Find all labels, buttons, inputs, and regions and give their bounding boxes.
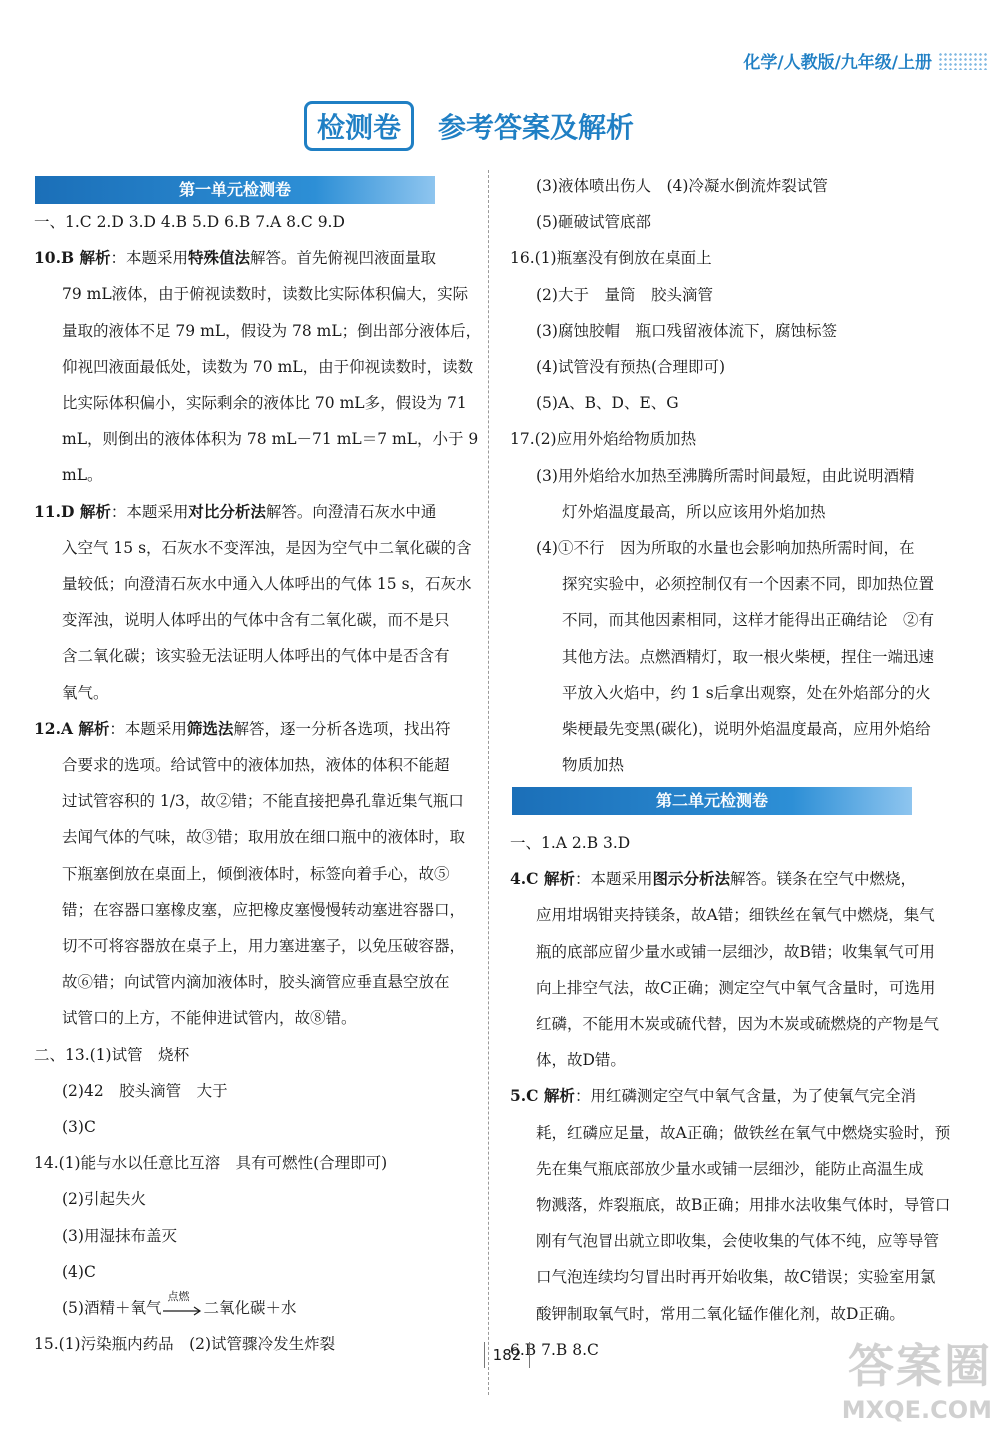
text-line: 量取的液体不足 79 mL，假设为 78 mL；倒出部分液体后， <box>62 321 482 340</box>
reaction-arrow-icon <box>161 1290 203 1319</box>
text-line: (3)C <box>62 1118 96 1136</box>
text-line: 一、1.C 2.D 3.D 4.B 5.D 6.B 7.A 8.C 9.D <box>34 213 345 231</box>
bold-keyword: 解析 <box>543 869 575 889</box>
watermark <box>812 1330 992 1430</box>
text-line: 物溅落，炸裂瓶底，故B正确；用排水法收集气体时，导管口 <box>536 1196 951 1214</box>
text-line: 物质加热 <box>562 756 625 775</box>
text-line: 二、13.(1)试管 烧杯 <box>34 1045 190 1064</box>
text-line <box>34 248 436 268</box>
text-line: 瓶的底部应留少量水或铺一层细沙，故B错；收集氧气可用 <box>536 942 935 961</box>
section-bar-unit1: 第一单元检测卷 <box>35 176 435 204</box>
text-line <box>510 1086 916 1106</box>
bold-keyword: 解析 <box>79 248 111 268</box>
text-line: (3)腐蚀胶帽 瓶口残留液体流下，腐蚀标签 <box>536 321 837 340</box>
equation-line <box>62 1290 297 1319</box>
text-line: (5)砸破试管底部 <box>536 213 651 232</box>
bold-keyword: 特殊值法 <box>188 248 251 268</box>
text-line: 酸钾制取氧气时，常用二氧化锰作催化剂，故D正确。 <box>536 1304 905 1323</box>
text-segment: 解答。镁条在空气中燃烧， <box>729 870 916 889</box>
text-line: 不同，而其他因素相同，这样才能得出正确结论 ②有 <box>562 611 935 630</box>
text-line: 过试管容积的 1/3，故②错；不能直接把鼻孔靠近集气瓶口 <box>62 792 464 811</box>
text-line: 量较低；向澄清石灰水中通入人体呼出的气体 15 s，石灰水 <box>62 575 472 593</box>
text-line: 变浑浊，说明人体呼出的气体中含有二氧化碳，而不是只 <box>62 611 450 630</box>
text-line: 氧气。 <box>62 683 109 702</box>
reaction-condition: 点燃 <box>167 1290 190 1303</box>
equation-suffix: 二氧化碳＋水 <box>203 1299 297 1317</box>
text-line: 刚有气泡冒出就立即收集，会使收集的气体不纯，应等导管 <box>536 1232 940 1251</box>
text-line: 平放入火焰中，约 1 s后拿出观察，处在外焰部分的火 <box>562 683 931 702</box>
text-segment: 12.A <box>34 718 79 738</box>
text-line: (2)引起失火 <box>62 1190 146 1209</box>
text-line: 17.(2)应用外焰给物质加热 <box>510 430 697 449</box>
text-segment: 5.C <box>510 1086 544 1106</box>
text-line: 含二氧化碳；该实验无法证明人体呼出的气体中是否含有 <box>62 647 450 666</box>
text-segment: ：本题采用 <box>109 719 187 738</box>
text-line: 合要求的选项。给试管中的液体加热，液体的体积不能超 <box>62 756 450 774</box>
text-segment: ：本题采用 <box>110 502 189 521</box>
page-number: 182 <box>484 1342 530 1368</box>
text-line: 去闻气体的气味，故③错；取用放在细口瓶中的液体时，取 <box>62 828 466 847</box>
text-line: (3)用外焰给水加热至沸腾所需时间最短，由此说明酒精 <box>536 466 915 485</box>
bold-keyword: 解析 <box>543 1086 575 1106</box>
watermark-logo: 答案圈 <box>848 1339 992 1393</box>
page-title <box>304 100 634 152</box>
text-line: 79 mL液体，由于俯视读数时，读数比实际体积偏大，实际 <box>62 285 469 304</box>
bold-keyword: 筛选法 <box>186 718 234 738</box>
text-line: 灯外焰温度最高，所以应该用外焰加热 <box>562 502 826 521</box>
text-line: 故⑥错；向试管内滴加液体时，胶头滴管应垂直悬空放在 <box>62 973 450 992</box>
text-segment: 解答，逐一分析各选项，找出符 <box>233 719 451 738</box>
text-line: 错；在容器口塞橡皮塞，应把橡皮塞慢慢转动塞进容器口， <box>62 900 466 919</box>
text-line: 口气泡连续均匀冒出时再开始收集，故C错误；实验室用氯 <box>536 1268 936 1287</box>
watermark-url: MXQE.COM <box>841 1396 992 1424</box>
text-line: 柴梗最先变黑(碳化)，说明外焰温度最高，应用外焰给 <box>562 720 931 738</box>
column-divider <box>488 170 489 1395</box>
text-segment: 11.D <box>34 501 80 521</box>
header-tag-text: 化学/人教版/九年级/上册 <box>743 53 932 73</box>
text-line: 其他方法。点燃酒精灯，取一根火柴梗，捏住一端迅速 <box>562 647 935 666</box>
title-sub: 参考答案及解析 <box>438 111 635 144</box>
text-line: mL。 <box>62 466 103 485</box>
text-line: 一、1.A 2.B 3.D <box>510 834 631 852</box>
text-line: 6.B 7.B 8.C <box>510 1340 599 1359</box>
text-line: 先在集气瓶底部放少量水或铺一层细沙，能防止高温生成 <box>536 1159 924 1178</box>
text-line: mL，则倒出的液体体积为 78 mL－71 mL＝7 mL，小于 9 <box>62 430 479 449</box>
text-line <box>34 502 436 522</box>
text-line: 体，故D错。 <box>536 1051 626 1070</box>
text-line: 入空气 15 s，石灰水不变浑浊，是因为空气中二氧化碳的含 <box>62 538 472 557</box>
bold-keyword: 对比分析法 <box>188 501 266 521</box>
text-segment: ：本题采用 <box>110 249 188 268</box>
text-line <box>510 869 916 889</box>
bold-keyword: 图示分析法 <box>652 869 730 889</box>
text-line: (2)大于 量筒 胶头滴管 <box>536 285 713 304</box>
title-box: 检测卷 <box>304 101 414 151</box>
text-line: 应用坩埚钳夹持镁条，故A错；细铁丝在氧气中燃烧，集气 <box>536 906 935 925</box>
text-line: 下瓶塞倒放在桌面上，倾倒液体时，标签向着手心，故⑤ <box>62 864 450 883</box>
text-line: (3)用湿抹布盖灭 <box>62 1226 177 1245</box>
text-segment: ：本题采用 <box>574 870 653 889</box>
header-tag <box>743 48 988 73</box>
text-line: 比实际体积偏小，实际剩余的液体比 70 mL多，假设为 71 <box>62 394 467 412</box>
text-line <box>34 719 450 739</box>
text-line: 16.(1)瓶塞没有倒放在桌面上 <box>510 249 712 268</box>
section-bar-unit2: 第二单元检测卷 <box>512 787 912 815</box>
text-line: (4)①不行 因为所取的水量也会影响加热所需时间，在 <box>536 539 915 557</box>
text-segment: 解答。向澄清石灰水中通 <box>265 502 437 521</box>
text-line: (5)A、B、D、E、G <box>536 394 679 413</box>
text-segment: 解答。首先俯视凹液面量取 <box>250 249 437 268</box>
text-line: 14.(1)能与水以任意比互溶 具有可燃性(合理即可) <box>34 1154 388 1173</box>
text-line: (4)C <box>62 1262 96 1281</box>
bold-keyword: 解析 <box>78 718 110 738</box>
text-segment: 4.C <box>510 869 544 889</box>
text-line: 仰视凹液面最低处，读数为 70 mL，由于仰视读数时，读数 <box>62 357 474 376</box>
text-line: 向上排空气法，故C正确；测定空气中氧气含量时，可选用 <box>536 978 936 997</box>
text-line: 红磷，不能用木炭或硫代替，因为木炭或硫燃烧的产物是气 <box>536 1015 940 1033</box>
text-segment: 10.B <box>34 248 80 268</box>
dots-ornament <box>938 52 988 70</box>
text-line: (2)42 胶头滴管 大于 <box>62 1081 228 1100</box>
text-line: (3)液体喷出伤人 (4)冷凝水倒流炸裂试管 <box>536 177 828 195</box>
equation-prefix: (5)酒精＋氧气 <box>62 1299 162 1317</box>
text-line: 切不可将容器放在桌子上，用力塞进塞子，以免压破容器， <box>62 937 466 955</box>
text-line: (4)试管没有预热(合理即可) <box>536 358 726 376</box>
text-line: 探究实验中，必须控制仅有一个因素不同，即加热位置 <box>562 575 935 594</box>
text-line: 耗，红磷应足量，故A正确；做铁丝在氧气中燃烧实验时，预 <box>536 1123 951 1142</box>
text-segment: ：用红磷测定空气中氧气含量，为了使氧气完全消 <box>574 1087 916 1106</box>
text-line: 15.(1)污染瓶内药品 (2)试管骤冷发生炸裂 <box>34 1335 336 1354</box>
text-line: 试管口的上方，不能伸进试管内，故⑧错。 <box>62 1009 357 1028</box>
bold-keyword: 解析 <box>79 501 111 521</box>
